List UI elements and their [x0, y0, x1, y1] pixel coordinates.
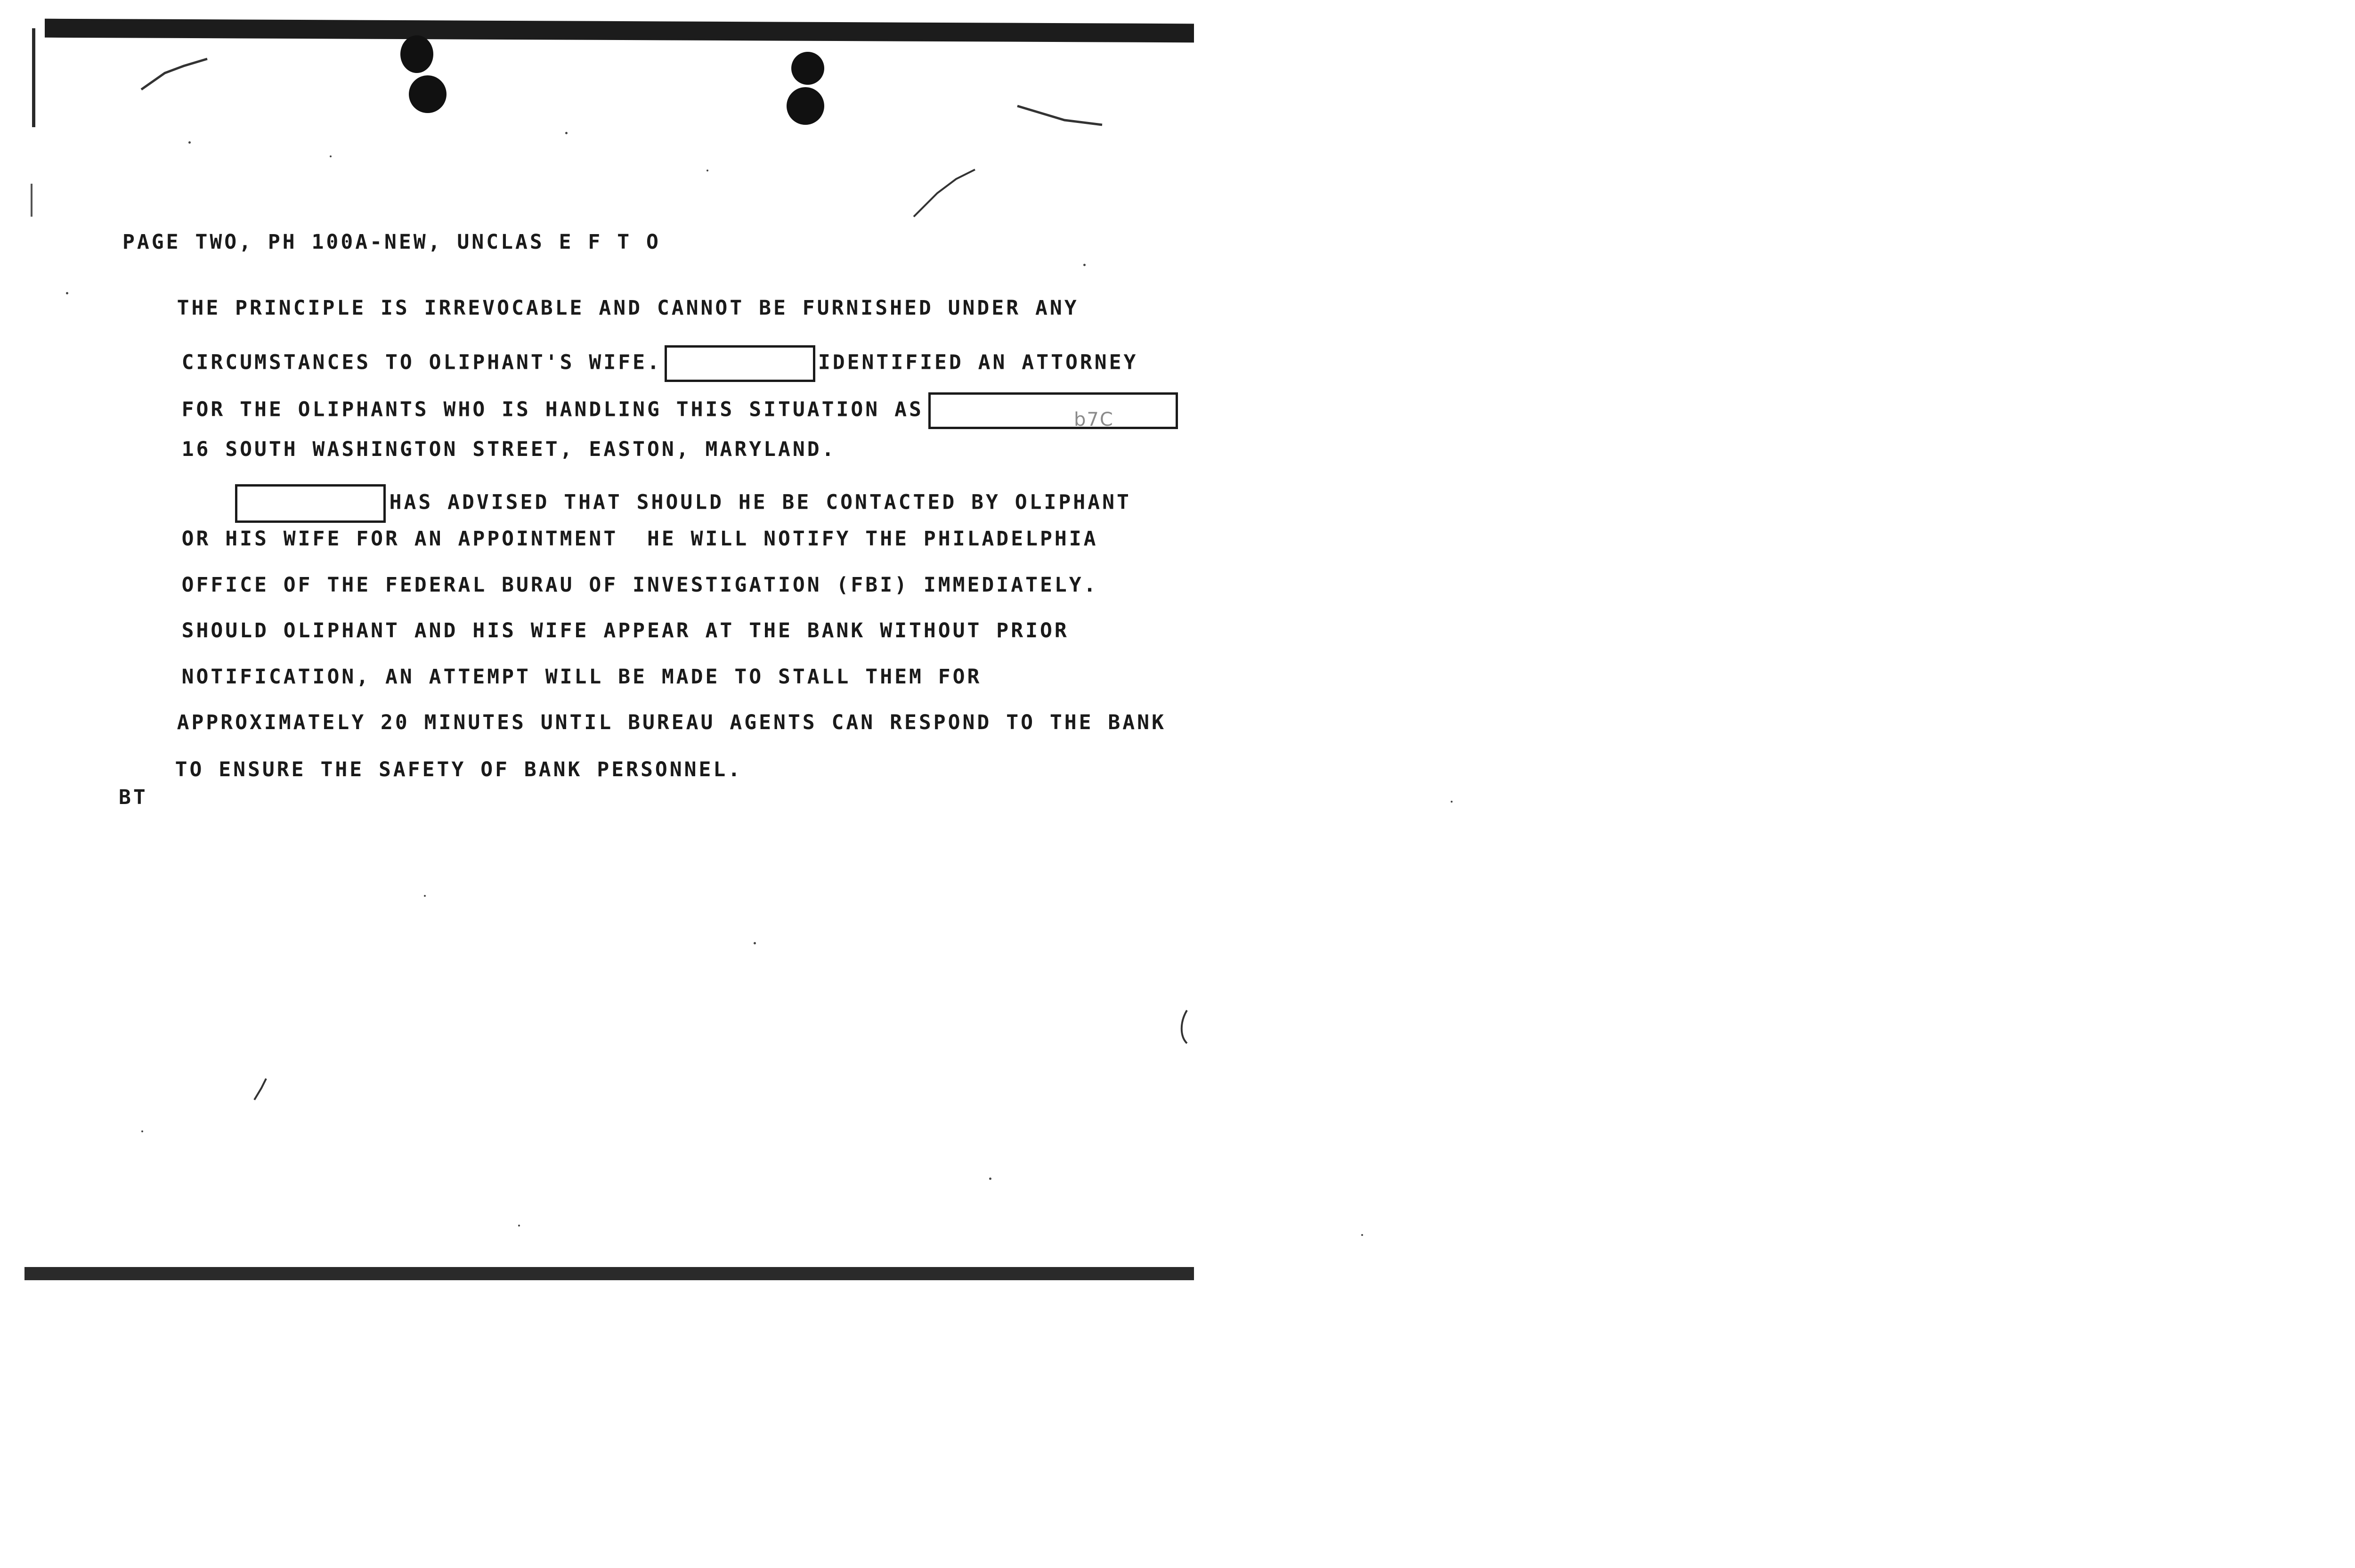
redaction-box	[928, 392, 1178, 429]
body-line-text: THE PRINCIPLE IS IRREVOCABLE AND CANNOT BE FURNISHED UNDER ANY	[177, 296, 1079, 320]
scan-speck	[1083, 264, 1086, 266]
left-scan-edge	[32, 28, 35, 127]
stray-mark-icon	[1013, 99, 1107, 132]
scan-speck	[518, 1225, 520, 1227]
scan-speck	[424, 895, 426, 897]
body-line-text: OR HIS WIFE FOR AN APPOINTMENT HE WILL NOTIFY THE PHILADELPHIA	[181, 527, 1098, 551]
stray-mark-icon	[1178, 1008, 1196, 1046]
stray-mark-icon	[250, 1074, 273, 1102]
body-line-text: APPROXIMATELY 20 MINUTES UNTIL BUREAU AGENTS CAN RESPOND TO THE BANK	[177, 711, 1166, 734]
exemption-code: b7C	[1074, 409, 1114, 431]
scan-speck	[141, 1130, 143, 1132]
body-line-text: HAS ADVISED THAT SHOULD HE BE CONTACTED BY OLIPHANT	[389, 490, 1131, 514]
scan-speck	[1361, 1234, 1363, 1236]
punch-hole-left-lower	[409, 75, 447, 113]
scan-speck	[188, 141, 191, 144]
body-line-text: NOTIFICATION, AN ATTEMPT WILL BE MADE TO STALL THEM FOR	[181, 665, 982, 689]
punch-hole-right-lower	[787, 87, 824, 125]
body-line-text: OFFICE OF THE FEDERAL BURAU OF INVESTIGATION (FBI) IMMEDIATELY.	[181, 573, 1098, 597]
punch-hole-right	[791, 52, 824, 85]
punch-hole-left	[400, 35, 433, 73]
page-header-line: PAGE TWO, PH 100A-NEW, UNCLAS E F T O	[122, 230, 661, 254]
scan-speck	[706, 170, 708, 171]
body-line-text: IDENTIFIED AN ATTORNEY	[818, 350, 1138, 374]
footer-line: BT	[119, 786, 148, 809]
stray-mark-icon	[137, 52, 212, 94]
body-line-text: CIRCUMSTANCES TO OLIPHANT'S WIFE.	[181, 350, 662, 374]
body-line-11	[117, 739, 742, 800]
body-line-text: FOR THE OLIPHANTS WHO IS HANDLING THIS SITUATION AS	[181, 398, 924, 422]
scan-speck	[330, 155, 332, 157]
body-line-text: 16 SOUTH WASHINGTON STREET, EASTON, MARYLAND.	[181, 438, 836, 461]
left-scan-edge-mark	[31, 184, 32, 217]
scan-speck	[1451, 801, 1453, 803]
scan-speck	[66, 292, 68, 294]
scan-speck	[989, 1178, 991, 1180]
scan-speck	[565, 132, 568, 134]
bottom-scan-edge	[24, 1267, 1194, 1280]
scan-speck	[754, 942, 756, 944]
body-line-text: SHOULD OLIPHANT AND HIS WIFE APPEAR AT THE BANK WITHOUT PRIOR	[181, 619, 1069, 642]
body-line-text: TO ENSURE THE SAFETY OF BANK PERSONNEL.	[175, 758, 743, 781]
stray-mark-icon	[904, 155, 999, 221]
